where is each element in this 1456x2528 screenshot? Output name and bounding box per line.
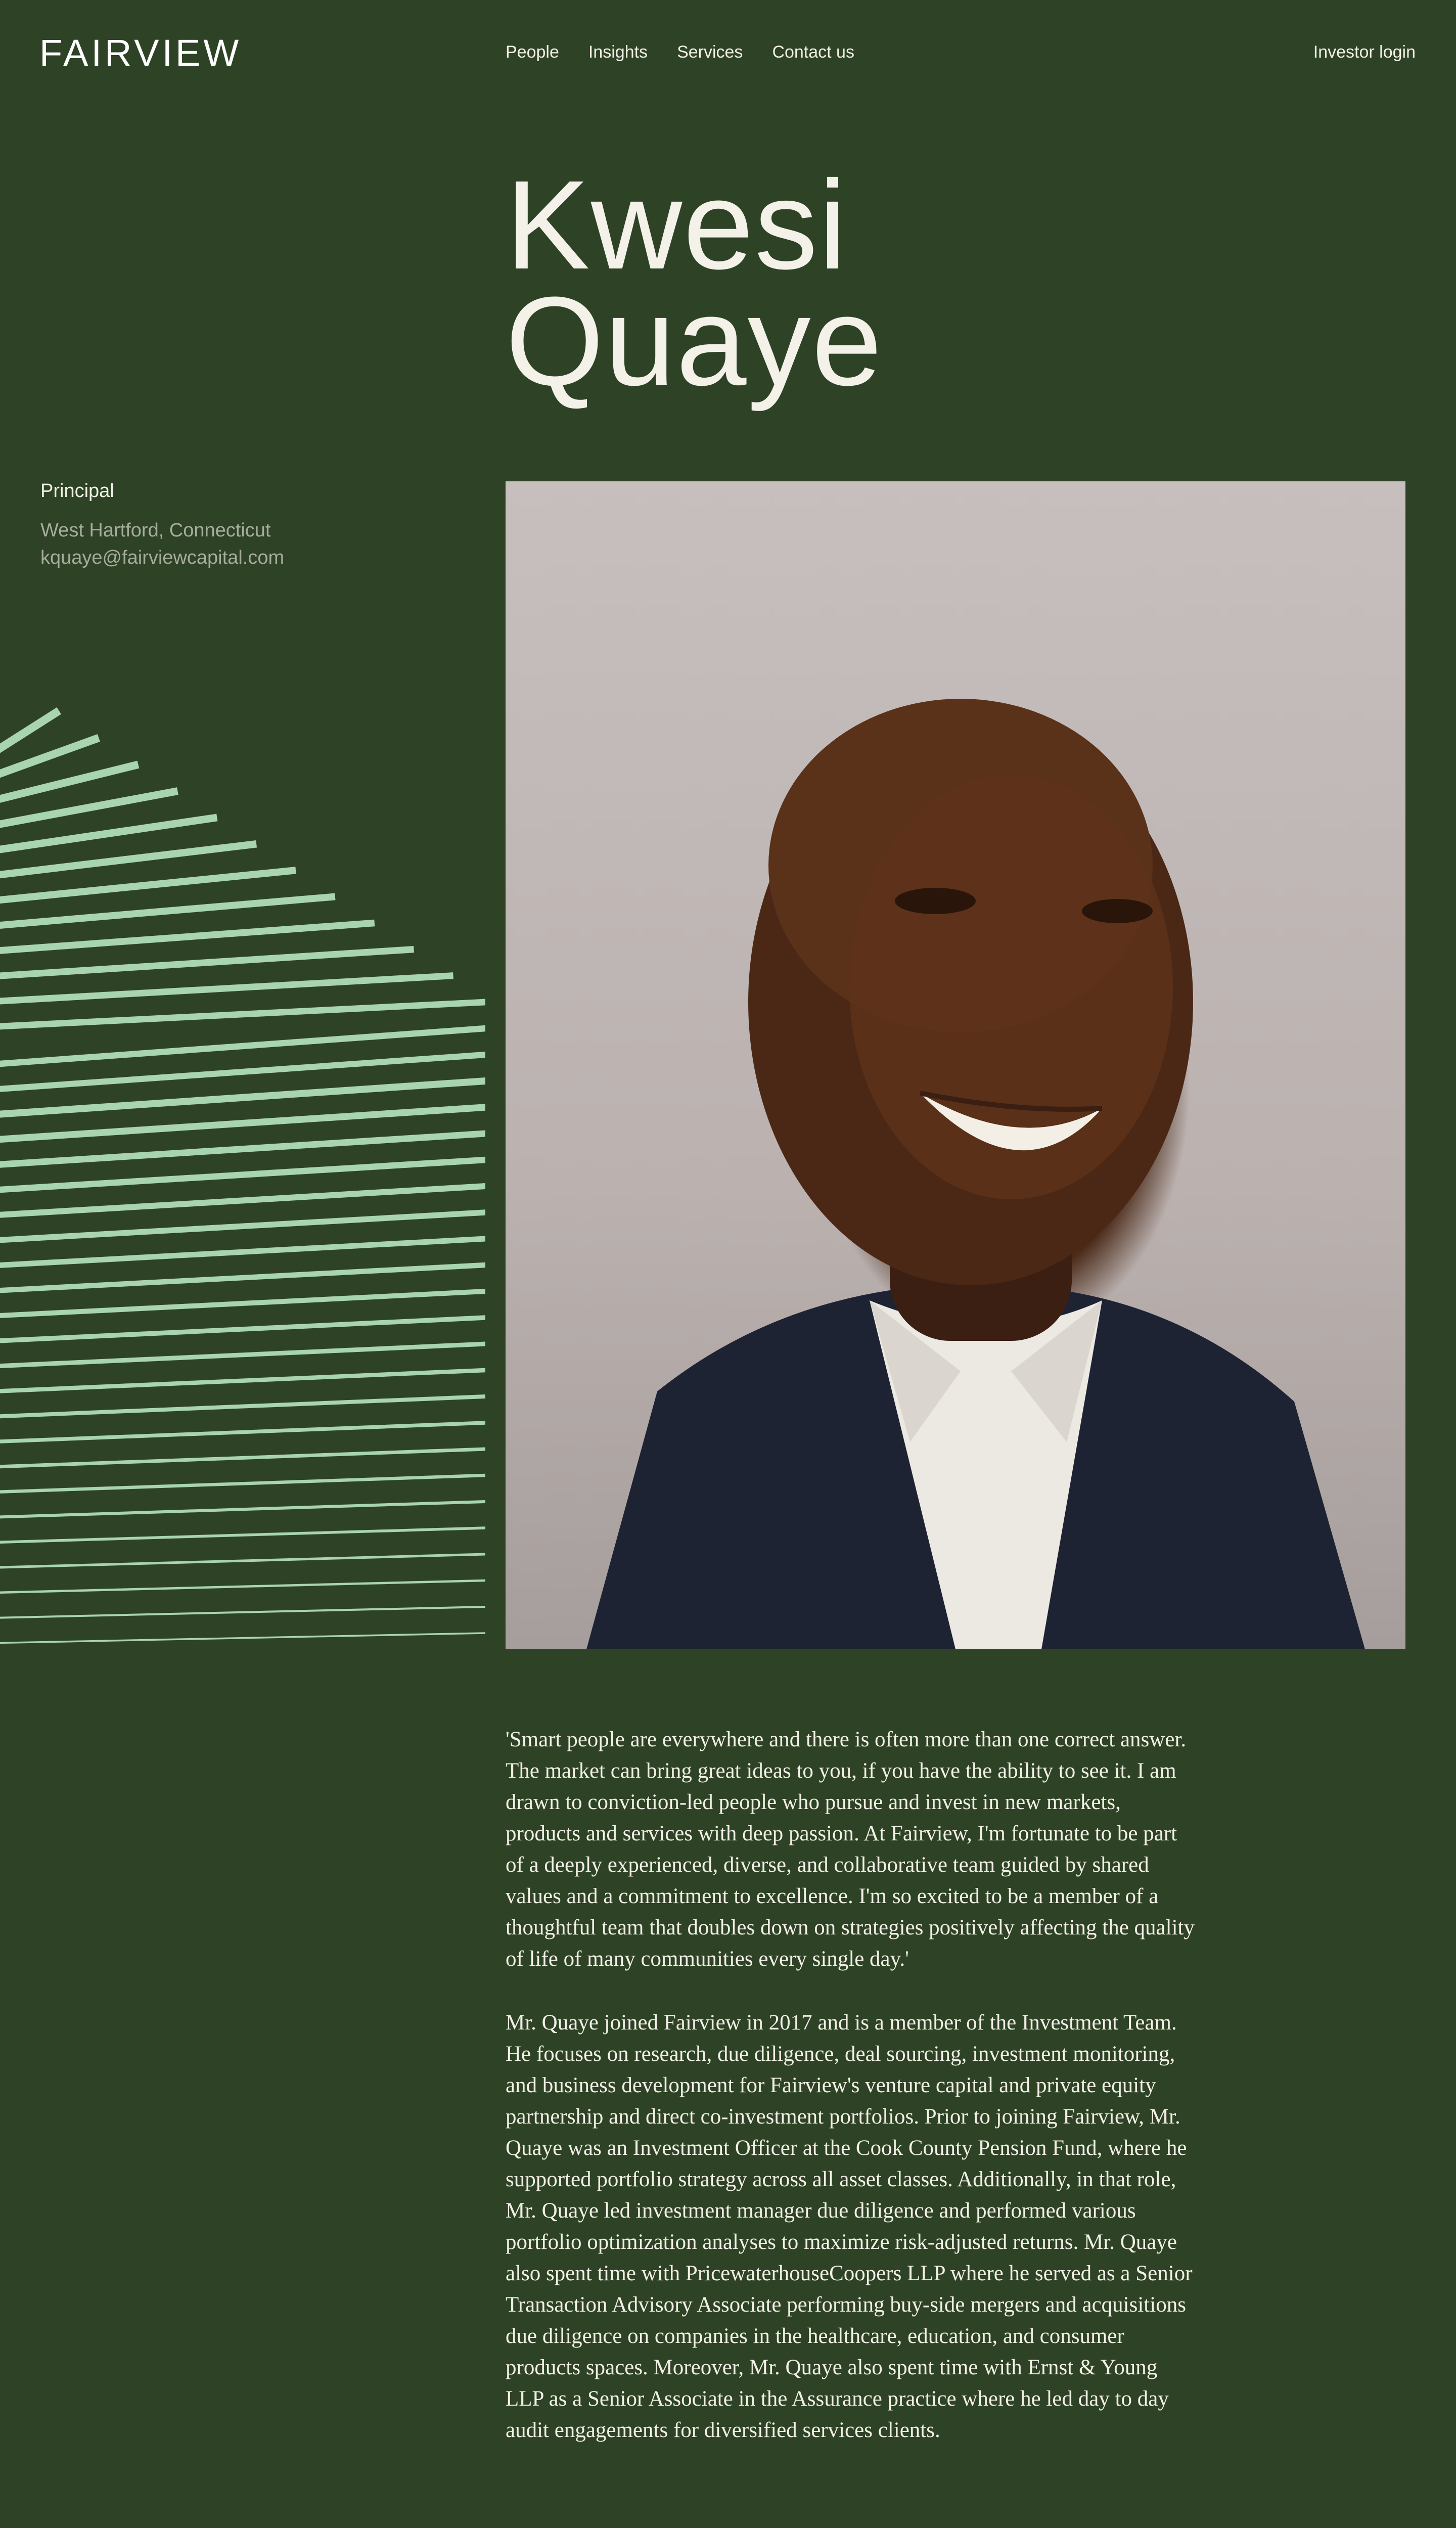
decorative-line xyxy=(0,1002,485,1026)
profile-location: West Hartford, Connecticut xyxy=(40,520,271,541)
first-name: Kwesi xyxy=(506,154,848,295)
decorative-line xyxy=(0,1370,485,1391)
profile-role: Principal xyxy=(40,480,114,502)
investor-login-link[interactable]: Investor login xyxy=(1313,42,1416,62)
decorative-line xyxy=(0,897,332,925)
decorative-line xyxy=(0,976,450,1001)
decorative-line xyxy=(0,739,95,774)
decorative-line xyxy=(0,1423,485,1441)
nav-insights[interactable]: Insights xyxy=(588,42,648,62)
decorative-line xyxy=(0,1449,485,1467)
decorative-lines-graphic xyxy=(0,698,485,1653)
decorative-line xyxy=(0,1239,485,1265)
decorative-line xyxy=(0,950,411,976)
decorative-line xyxy=(0,923,371,951)
decorative-line xyxy=(0,1160,485,1190)
decorative-line xyxy=(0,1502,485,1517)
decorative-line xyxy=(0,1607,485,1618)
decorative-line xyxy=(0,1134,485,1164)
profile-name xyxy=(506,154,883,412)
decorative-line xyxy=(0,844,253,875)
profile-quote: 'Smart people are everywhere and there is often more than one correct answer. The market can bring great ideas to you, if you have the ability to see it. I am drawn to conviction-led people who pursue and invest in new markets, products and services with deep passion. At Fairview, I'm fortunate to be part of a deeply experienced, diverse, and collaborative team guided by shared values and a commitment to excellence. I'm so excited to be a member of a thoughtful team that doubles down on strategies positively affecting the quality of life of many communities every single day.' xyxy=(506,1728,1195,1971)
nav-services[interactable]: Services xyxy=(677,42,743,62)
decorative-line xyxy=(0,1475,485,1492)
decorative-line xyxy=(0,1318,485,1341)
last-name: Quaye xyxy=(506,270,883,412)
header-logo[interactable]: FAIRVIEW xyxy=(39,32,242,74)
decorative-line xyxy=(0,1633,485,1643)
profile-email-link[interactable]: kquaye@fairviewcapital.com xyxy=(40,547,285,568)
decorative-line xyxy=(0,1265,485,1290)
nav-contact-us[interactable]: Contact us xyxy=(772,42,854,62)
nav-people[interactable]: People xyxy=(506,42,559,62)
decorative-line xyxy=(0,1528,485,1542)
decorative-line xyxy=(0,871,292,900)
decorative-line xyxy=(0,1581,485,1593)
decorative-line xyxy=(0,1396,485,1416)
decorative-line xyxy=(0,1212,485,1240)
decorative-line xyxy=(0,1186,485,1215)
decorative-line xyxy=(0,1344,485,1366)
decorative-line xyxy=(0,713,56,748)
profile-photo xyxy=(506,481,1405,1649)
decorative-line xyxy=(0,1554,485,1567)
decorative-line xyxy=(0,792,174,824)
decorative-line xyxy=(0,818,213,849)
portrait-illustration xyxy=(506,481,1405,1649)
main-nav xyxy=(506,42,884,62)
profile-bio: Mr. Quaye joined Fairview in 2017 and is a member of the Investment Team. He focuses on research, due diligence, deal sourcing, investment monitoring, and business development for Fairview's venture capital and private equity partnership and direct co-investment portfolios. Prior to joining Fairview, Mr. Quaye was an Investment Officer at the Cook County Pension Fund, where he supported portfolio strategy across all asset classes. Additionally, in that role, Mr. Quaye led investment manager due diligence and performed various portfolio optimization analyses to maximize risk-adjusted returns. Mr. Quaye also spent time with PricewaterhouseCoopers LLP where he served as a Senior Transaction Advisory Associate performing buy-side mergers and acquisitions due diligence on companies in the healthcare, education, and consumer products spaces. Moreover, Mr. Quaye also spent time with Ernst & Young LLP as a Senior Associate in the Assurance practice where he led day to day audit engagements for diversified services clients. xyxy=(506,2011,1193,2442)
decorative-line xyxy=(0,1291,485,1316)
